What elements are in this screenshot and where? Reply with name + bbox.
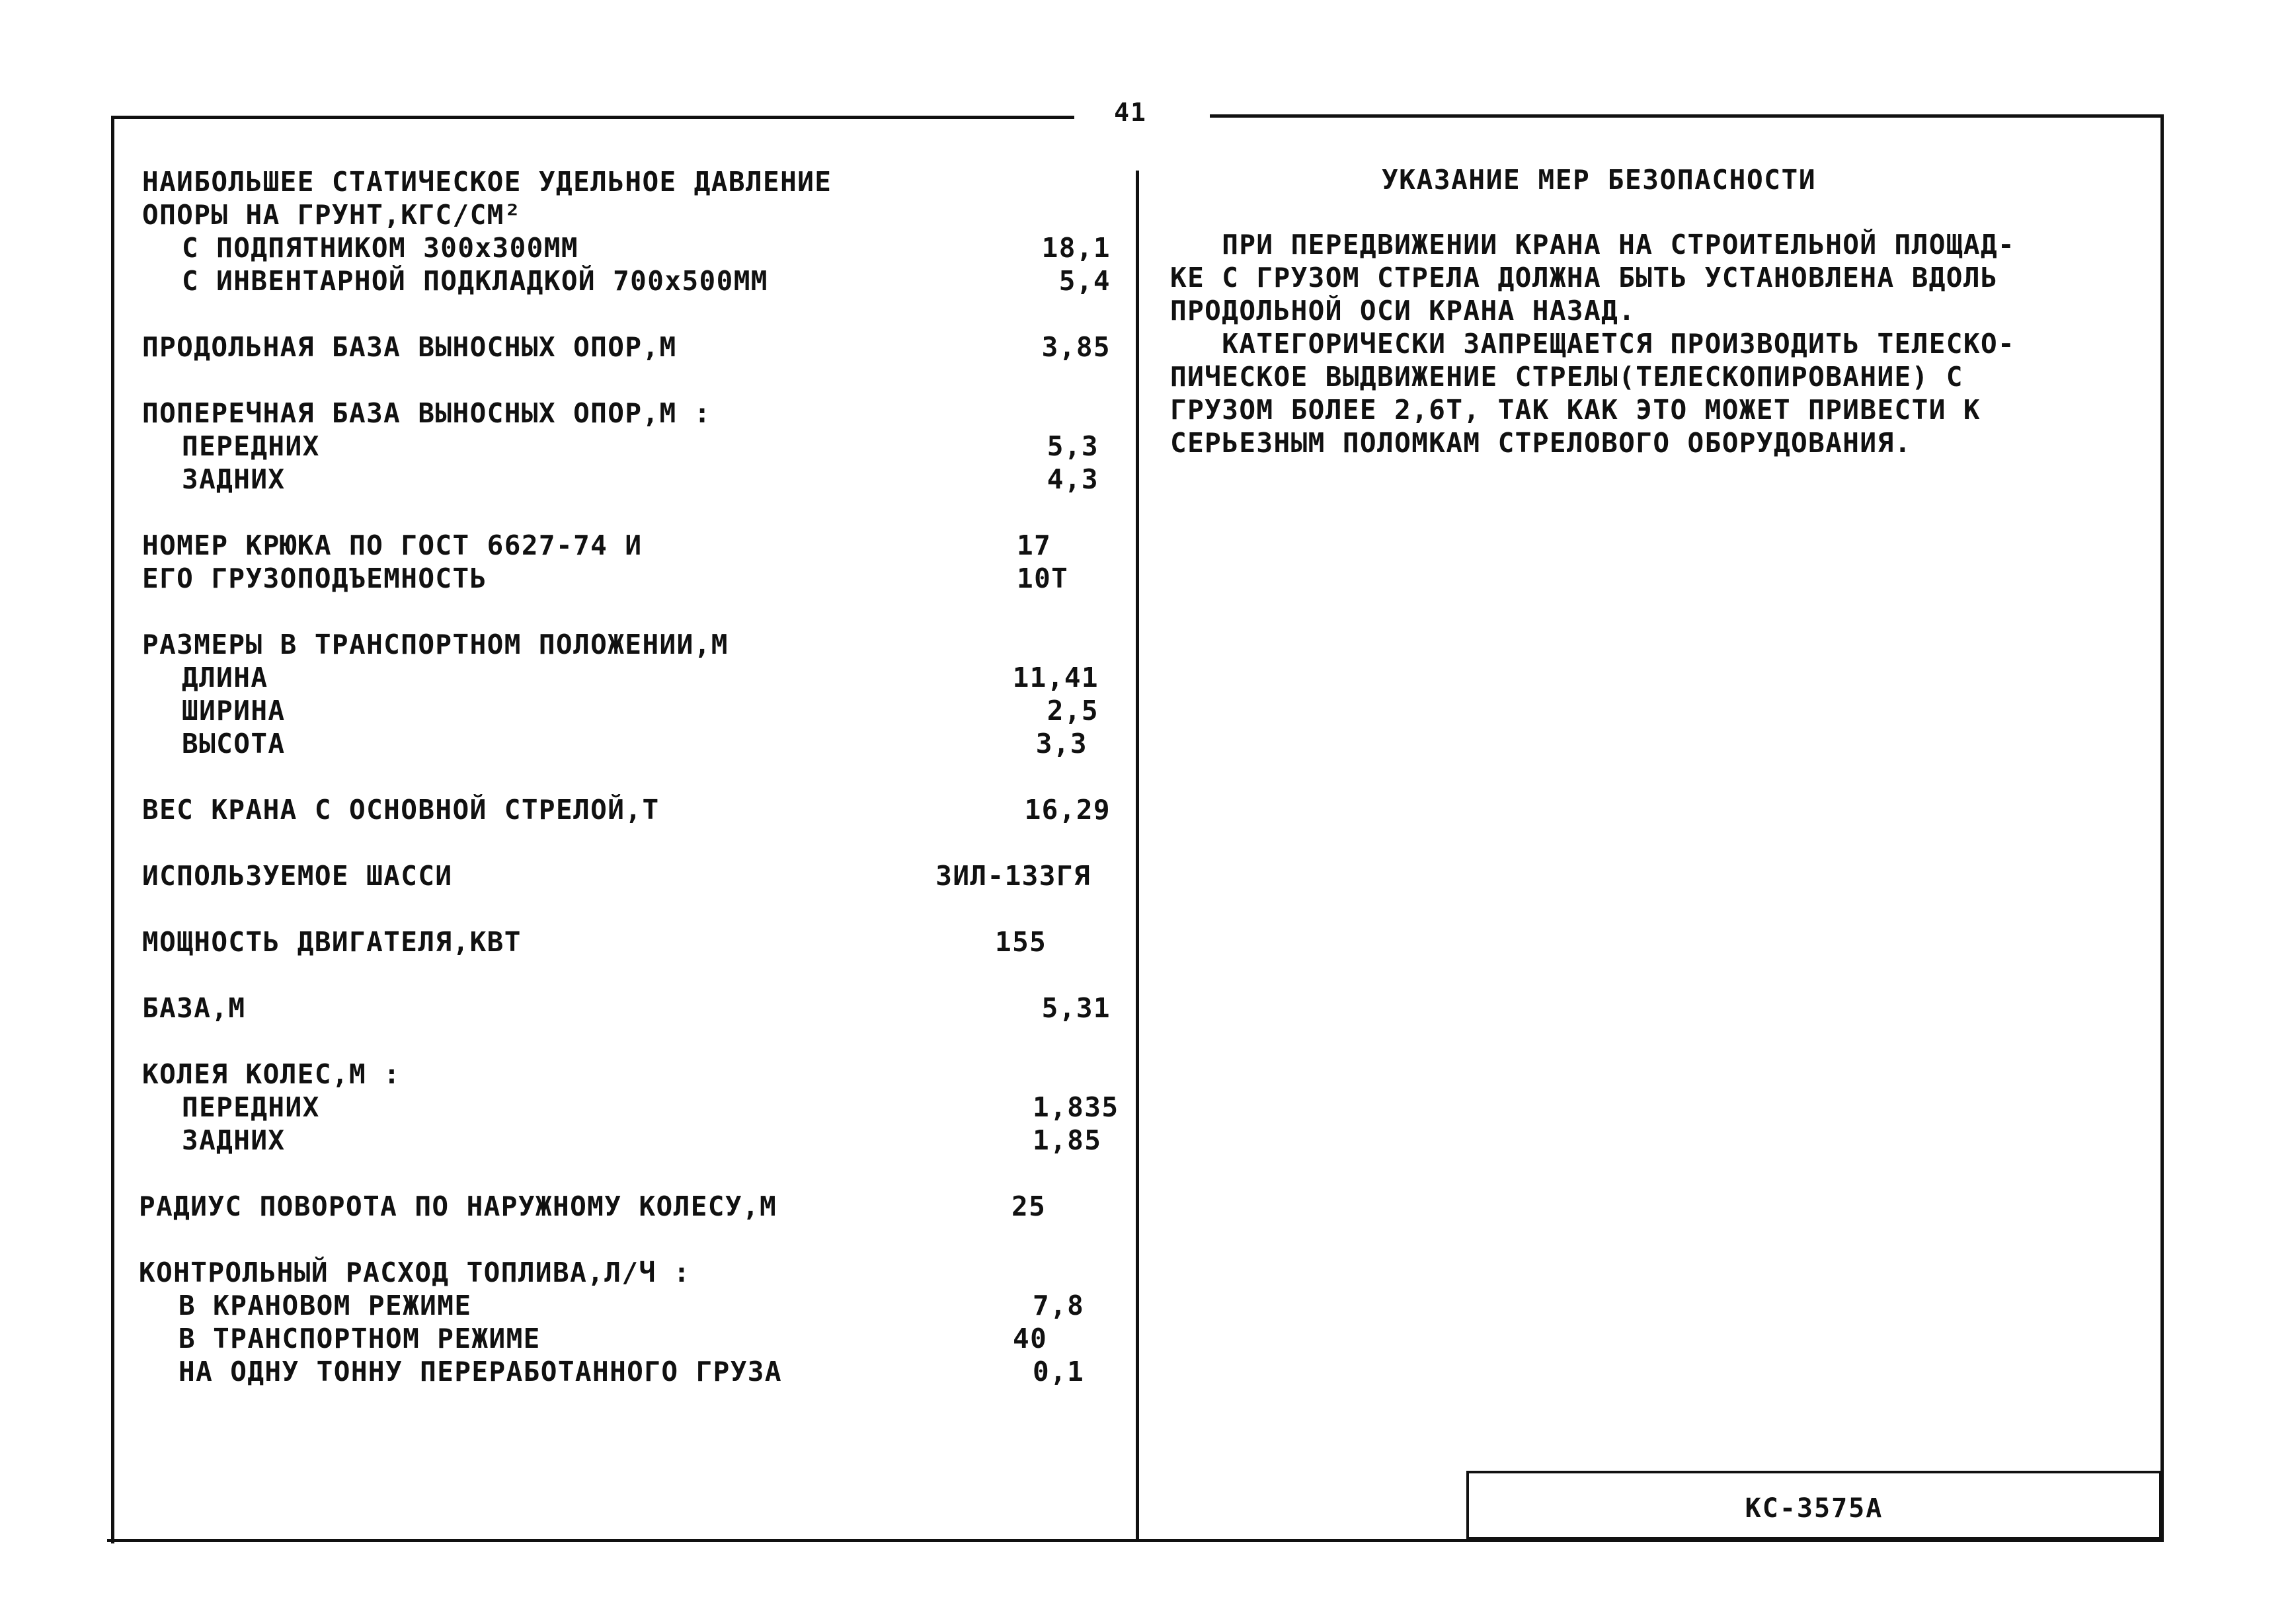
cross-rear-value: 4,3 xyxy=(1047,463,1099,495)
safety-p2-line4: СЕРЬЕЗНЫМ ПОЛОМКАМ СТРЕЛОВОГО ОБОРУДОВАНИЯ. xyxy=(1170,427,1912,459)
page-number: 41 xyxy=(1084,98,1177,127)
cross-front-label: ПЕРЕДНИХ xyxy=(182,430,320,462)
pressure-title-1: НАИБОЛЬШЕЕ СТАТИЧЕСКОЕ УДЕЛЬНОЕ ДАВЛЕНИЕ xyxy=(142,166,832,198)
cross-front-value: 5,3 xyxy=(1047,430,1099,462)
power-label: МОЩНОСТЬ ДВИГАТЕЛЯ,КВТ xyxy=(142,926,522,958)
safety-p2-line2: ПИЧЕСКОЕ ВЫДВИЖЕНИЕ СТРЕЛЫ(ТЕЛЕСКОПИРОВАНИЕ) С xyxy=(1170,361,1963,393)
frame-top-right xyxy=(1210,114,2164,118)
track-rear-label: ЗАДНИХ xyxy=(182,1124,286,1156)
hook-label-1: НОМЕР КРЮКА ПО ГОСТ 6627-74 И xyxy=(142,529,643,561)
safety-title: УКАЗАНИЕ МЕР БЕЗОПАСНОСТИ xyxy=(1382,164,1817,196)
chassis-label: ИСПОЛЬЗУЕМОЕ ШАССИ xyxy=(142,860,453,892)
track-rear-value: 1,85 xyxy=(1033,1124,1102,1156)
fuel-ton-label: НА ОДНУ ТОННУ ПЕРЕРАБОТАННОГО ГРУЗА xyxy=(178,1356,782,1387)
fuel-transport-label: В ТРАНСПОРТНОМ РЕЖИМЕ xyxy=(178,1323,541,1354)
frame-right xyxy=(2160,114,2164,1542)
safety-p1-line3: ПРОДОЛЬНОЙ ОСИ КРАНА НАЗАД. xyxy=(1170,295,1636,327)
fuel-crane-value: 7,8 xyxy=(1033,1290,1085,1321)
safety-p2-line1: КАТЕГОРИЧЕСКИ ЗАПРЕЩАЕТСЯ ПРОИЗВОДИТЬ ТЕЛЕСКО- xyxy=(1170,328,2016,360)
pressure-pad-label: С ИНВЕНТАРНОЙ ПОДКЛАДКОЙ 700х500ММ xyxy=(182,265,768,297)
long-base-value: 3,85 xyxy=(1041,331,1111,363)
dims-label: РАЗМЕРЫ В ТРАНСПОРТНОМ ПОЛОЖЕНИИ,М xyxy=(142,629,729,660)
width-value: 2,5 xyxy=(1047,695,1099,726)
safety-p2-line3: ГРУЗОМ БОЛЕЕ 2,6Т, ТАК КАК ЭТО МОЖЕТ ПРИВЕСТИ К xyxy=(1170,394,1981,426)
weight-value: 16,29 xyxy=(1024,794,1111,826)
turn-value: 25 xyxy=(1011,1190,1047,1222)
cross-rear-label: ЗАДНИХ xyxy=(182,463,286,495)
frame-left xyxy=(111,116,114,1543)
track-front-label: ПЕРЕДНИХ xyxy=(182,1091,320,1123)
weight-label: ВЕС КРАНА С ОСНОВНОЙ СТРЕЛОЙ,Т xyxy=(142,794,660,826)
height-label: ВЫСОТА xyxy=(182,728,286,760)
chassis-value: ЗИЛ-133ГЯ xyxy=(935,860,1091,892)
hook-value-2: 10Т xyxy=(1017,563,1069,594)
pressure-thrust-label: С ПОДПЯТНИКОМ 300х300ММ xyxy=(182,232,578,264)
pressure-pad-value: 5,4 xyxy=(1058,265,1111,297)
height-value: 3,3 xyxy=(1035,728,1088,760)
hook-label-2: ЕГО ГРУЗОПОДЪЕМНОСТЬ xyxy=(142,563,487,594)
power-value: 155 xyxy=(995,926,1047,958)
fuel-transport-value: 40 xyxy=(1013,1323,1048,1354)
pressure-title-2: ОПОРЫ НА ГРУНТ,КГС/СМ² xyxy=(142,199,522,231)
width-label: ШИРИНА xyxy=(182,695,286,726)
safety-p1-line1: ПРИ ПЕРЕДВИЖЕНИИ КРАНА НА СТРОИТЕЛЬНОЙ ПЛОЩАД- xyxy=(1170,229,2016,260)
hook-value-1: 17 xyxy=(1017,529,1052,561)
fuel-crane-label: В КРАНОВОМ РЕЖИМЕ xyxy=(178,1290,472,1321)
safety-p1-line2: КЕ С ГРУЗОМ СТРЕЛА ДОЛЖНА БЫТЬ УСТАНОВЛЕНА ВДОЛЬ xyxy=(1170,262,1999,293)
wheelbase-value: 5,31 xyxy=(1041,992,1111,1024)
turn-label: РАДИУС ПОВОРОТА ПО НАРУЖНОМУ КОЛЕСУ,М xyxy=(139,1190,777,1222)
title-block xyxy=(1466,1471,2162,1539)
column-divider xyxy=(1136,171,1139,1542)
fuel-ton-value: 0,1 xyxy=(1033,1356,1085,1387)
wheelbase-label: БАЗА,М xyxy=(142,992,246,1024)
frame-top-left xyxy=(112,116,1074,119)
length-label: ДЛИНА xyxy=(182,662,268,693)
track-label: КОЛЕЯ КОЛЕС,М : xyxy=(142,1058,401,1090)
pressure-thrust-value: 18,1 xyxy=(1041,232,1111,264)
length-value: 11,41 xyxy=(1012,662,1099,693)
model-designation: КС-3575А xyxy=(1745,1493,1883,1524)
fuel-label: КОНТРОЛЬНЫЙ РАСХОД ТОПЛИВА,Л/Ч : xyxy=(139,1257,691,1288)
track-front-value: 1,835 xyxy=(1033,1091,1119,1123)
long-base-label: ПРОДОЛЬНАЯ БАЗА ВЫНОСНЫХ ОПОР,М xyxy=(142,331,677,363)
cross-base-label: ПОПЕРЕЧНАЯ БАЗА ВЫНОСНЫХ ОПОР,М : xyxy=(142,397,711,429)
